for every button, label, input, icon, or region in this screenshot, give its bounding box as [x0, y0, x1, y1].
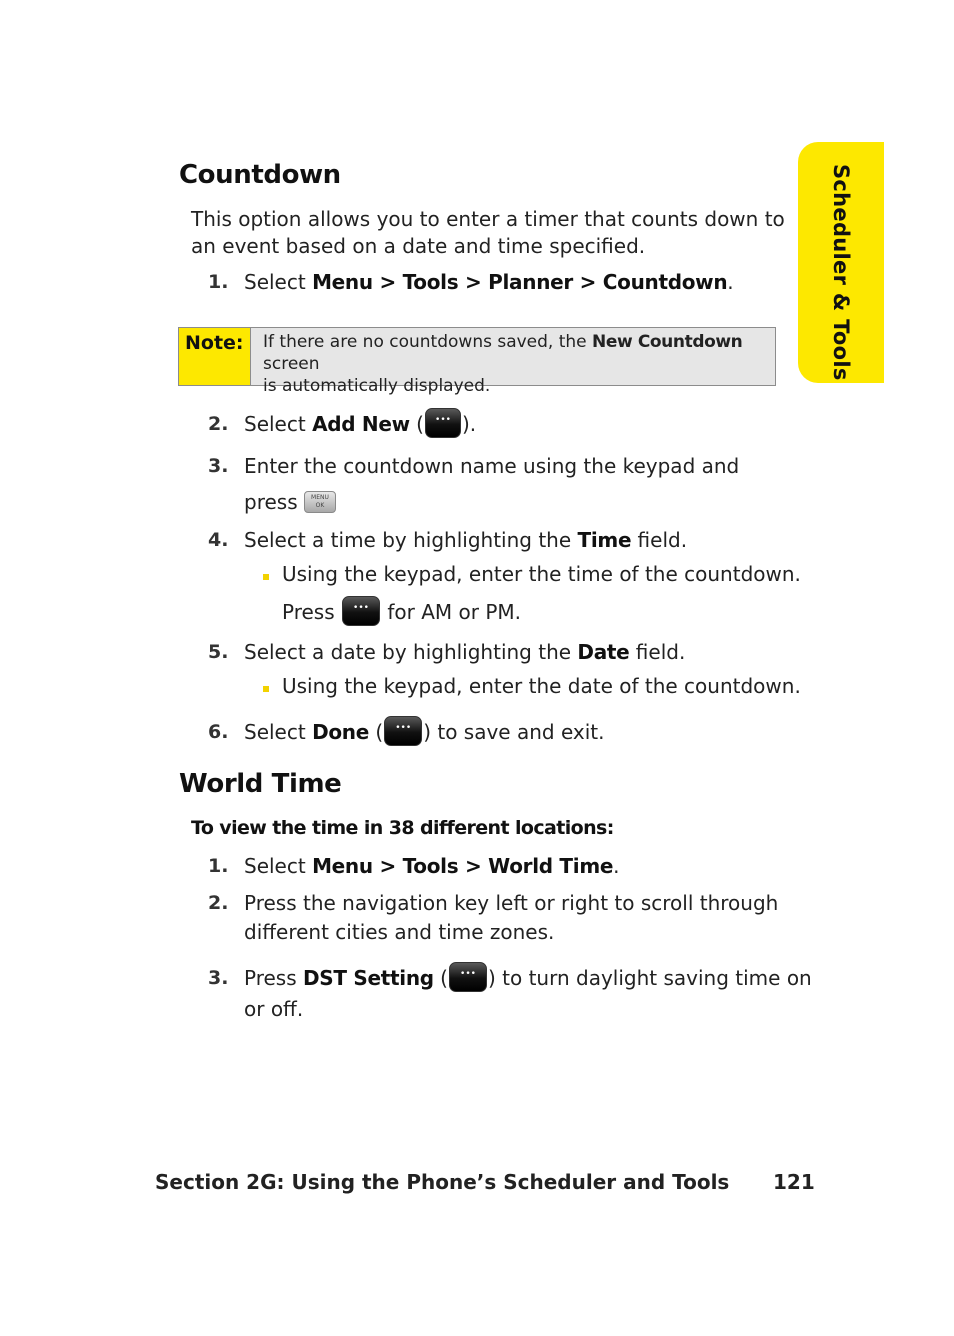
date-label: Date — [577, 640, 630, 664]
step-text: Select a time by highlighting the — [244, 528, 578, 552]
step-text: Select a date by highlighting the — [244, 640, 578, 664]
step-number: 1. — [208, 855, 229, 877]
step-text: Press — [282, 600, 341, 624]
tools-label: Tools — [402, 270, 459, 294]
dst-setting-label: DST Setting — [303, 966, 434, 990]
step-number: 6. — [208, 721, 229, 743]
separator: > — [372, 270, 403, 294]
note-text-line2: is automatically displayed. — [263, 376, 491, 396]
note-text-pre: If there are no countdowns saved, the — [263, 332, 593, 352]
step-text: Select — [244, 854, 313, 878]
world-time-step-3-line1 — [244, 966, 812, 992]
softkey-icon — [342, 596, 380, 626]
step-text: ) to save and exit. — [423, 720, 605, 744]
world-time-label: World Time — [488, 854, 614, 878]
step-text: field. — [629, 640, 686, 664]
countdown-step-3-line1: Enter the countdown name using the keypad and — [244, 454, 740, 478]
step-text: for AM or PM. — [381, 600, 521, 624]
tools-label: Tools — [402, 854, 459, 878]
step-number: 5. — [208, 641, 229, 663]
countdown-intro — [191, 206, 785, 260]
step-text: . — [727, 270, 734, 294]
step-number: 3. — [208, 967, 229, 989]
note-label: Note: — [179, 328, 251, 385]
step-text: Select — [244, 270, 313, 294]
step-number: 1. — [208, 271, 229, 293]
step-text: . — [613, 854, 620, 878]
countdown-step-3-line2 — [244, 490, 336, 514]
countdown-label: Countdown — [602, 270, 728, 294]
step-text: Press — [244, 966, 303, 990]
menu-key-top: MENU — [311, 493, 329, 501]
planner-label: Planner — [488, 270, 573, 294]
world-time-step-2-line2: different cities and time zones. — [244, 920, 555, 944]
page-number: 121 — [773, 1170, 815, 1194]
countdown-step-1 — [244, 270, 734, 294]
countdown-step-4 — [244, 528, 687, 552]
time-label: Time — [577, 528, 632, 552]
section-side-tab — [798, 142, 884, 383]
bullet-icon — [263, 574, 269, 580]
step-text: ). — [462, 412, 477, 436]
bullet-icon — [263, 686, 269, 692]
separator: > — [572, 270, 603, 294]
separator: > — [458, 270, 489, 294]
intro-line: This option allows you to enter a timer that counts down to — [191, 207, 785, 231]
step-5-bullet-line1: Using the keypad, enter the date of the countdown. — [282, 674, 801, 698]
softkey-icon — [449, 962, 487, 992]
step-number: 4. — [208, 529, 229, 551]
step-text: ( — [369, 720, 384, 744]
countdown-step-5 — [244, 640, 685, 664]
done-label: Done — [312, 720, 370, 744]
countdown-step-6 — [244, 720, 605, 746]
step-4-bullet-line2 — [282, 600, 521, 626]
countdown-heading: Countdown — [179, 160, 341, 190]
menu-label: Menu — [312, 270, 373, 294]
step-text: ) to turn daylight saving time on — [487, 966, 812, 990]
step-number: 2. — [208, 892, 229, 914]
world-time-subheading: To view the time in 38 different locations: — [191, 817, 614, 839]
side-tab-label: Scheduler & Tools — [829, 164, 853, 381]
note-text-bold: New Countdown — [592, 332, 743, 352]
separator: > — [372, 854, 403, 878]
menu-key-bottom: OK — [315, 501, 325, 509]
footer-section-title: Section 2G: Using the Phone’s Scheduler and Tools — [155, 1170, 730, 1194]
menu-ok-key-icon — [304, 491, 336, 513]
note-text-post: screen — [263, 354, 320, 374]
note-text — [251, 328, 775, 396]
step-text: press — [244, 490, 298, 514]
step-number: 3. — [208, 455, 229, 477]
world-time-step-3-line2: or off. — [244, 997, 304, 1021]
separator: > — [458, 854, 489, 878]
world-time-step-2-line1: Press the navigation key left or right to scroll through — [244, 891, 779, 915]
note-box — [178, 327, 776, 396]
world-time-heading: World Time — [179, 769, 342, 799]
softkey-icon — [425, 408, 461, 438]
intro-line: an event based on a date and time specified. — [191, 234, 646, 258]
step-number: 2. — [208, 413, 229, 435]
step-text: field. — [631, 528, 688, 552]
softkey-icon — [384, 716, 422, 746]
world-time-step-1 — [244, 854, 620, 878]
step-text: ( — [433, 966, 448, 990]
menu-label: Menu — [312, 854, 373, 878]
step-text: Select — [244, 412, 313, 436]
countdown-step-2 — [244, 412, 476, 438]
step-text: Select — [244, 720, 313, 744]
step-text: ( — [409, 412, 424, 436]
add-new-label: Add New — [312, 412, 410, 436]
step-4-bullet-line1: Using the keypad, enter the time of the countdown. — [282, 562, 801, 586]
